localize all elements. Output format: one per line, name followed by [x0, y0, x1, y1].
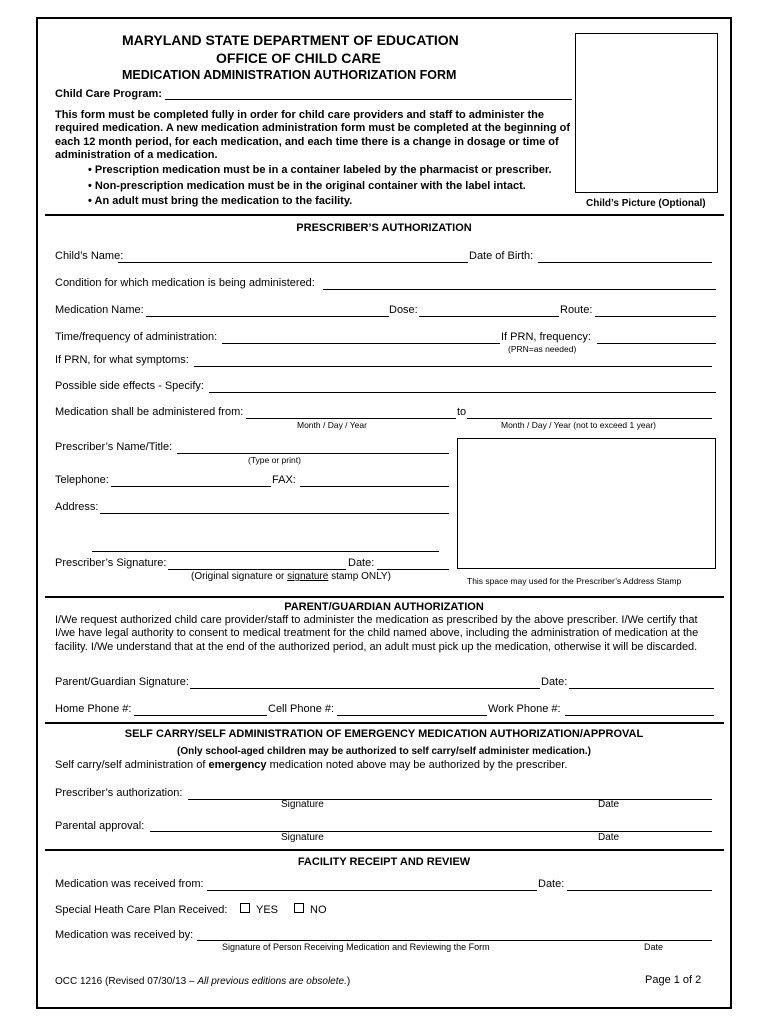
intro-text: This form must be completed fully in order for child care providers and staff to administer the required medication. A new medication administration form must be completed at the beginning of each 12 month period, for each medication, and each time there is a change in dosage or time of administration of a medication.: [55, 109, 571, 162]
signature-caption: Signature: [281, 799, 324, 810]
fax-label: FAX:: [272, 474, 296, 486]
dob-field[interactable]: [538, 262, 712, 263]
dose-label: Dose:: [389, 304, 418, 316]
received-by-label: Medication was received by:: [55, 929, 194, 941]
cell-phone-label: Cell Phone #:: [268, 703, 335, 715]
parent-consent-text: I/We request authorized child care provider/staff to administer the medication as prescribed by the above prescriber. I/We certify that I/we have legal authority to consent to medical treatment for the child named above, including the administration of medication at the facility. I/We understand that at the end of the authorized period, an adult must pick up the medication, otherwise it will be discarded.: [55, 614, 699, 653]
prn-frequency-field[interactable]: [597, 343, 716, 344]
date-format-caption: Month / Day / Year (not to exceed 1 year): [501, 420, 656, 430]
header-agency: MARYLAND STATE DEPARTMENT OF EDUCATION: [122, 32, 459, 48]
parental-approval-field[interactable]: [150, 831, 712, 832]
time-frequency-field[interactable]: [222, 343, 500, 344]
address-field-line2[interactable]: [92, 551, 439, 552]
prescriber-name-label: Prescriber’s Name/Title:: [55, 441, 173, 453]
side-effects-label: Possible side effects - Specify:: [55, 380, 204, 392]
cell-phone-field[interactable]: [337, 715, 487, 716]
parent-date-field[interactable]: [569, 688, 714, 689]
receiver-date-caption: Date: [644, 942, 664, 952]
facility-section-heading: FACILITY RECEIPT AND REVIEW: [297, 856, 471, 868]
condition-label: Condition for which medication is being administered:: [55, 277, 315, 289]
address-stamp-box[interactable]: [457, 438, 716, 569]
signature-note: (Original signature or signature stamp ONLY): [191, 571, 391, 582]
header-office: OFFICE OF CHILD CARE: [216, 50, 381, 66]
care-plan-no-checkbox[interactable]: [294, 903, 304, 913]
fax-field[interactable]: [300, 486, 449, 487]
parent-signature-label: Parent/Guardian Signature:: [55, 676, 189, 688]
received-from-label: Medication was received from:: [55, 878, 204, 890]
care-plan-label: Special Heath Care Plan Received:: [55, 904, 228, 916]
bullet-item: • Non-prescription medication must be in the original container with the label intact.: [88, 180, 526, 192]
page-number: Page 1 of 2: [645, 974, 702, 986]
divider: [45, 214, 724, 216]
bullet-item: • Prescription medication must be in a container labeled by the pharmacist or prescriber.: [88, 164, 552, 176]
to-label: to: [457, 406, 467, 418]
prescriber-signature-label: Prescriber’s Signature:: [55, 557, 167, 569]
dob-label: Date of Birth:: [469, 250, 534, 262]
time-frequency-label: Time/frequency of administration:: [55, 331, 218, 343]
home-phone-field[interactable]: [134, 715, 267, 716]
parental-approval-label: Parental approval:: [55, 820, 145, 832]
date-format-caption: Month / Day / Year: [297, 420, 367, 430]
received-date-field[interactable]: [567, 890, 712, 891]
prn-note: (PRN=as needed): [508, 344, 577, 354]
work-phone-field[interactable]: [565, 715, 714, 716]
work-phone-label: Work Phone #:: [488, 703, 561, 715]
route-field[interactable]: [595, 316, 716, 317]
prescriber-authorization-field[interactable]: [188, 799, 712, 800]
divider: [45, 596, 724, 598]
parent-date-label: Date:: [541, 676, 568, 688]
telephone-label: Telephone:: [55, 474, 109, 486]
address-label: Address:: [55, 501, 99, 513]
yes-label: YES: [256, 904, 279, 916]
prescriber-date-label: Date:: [348, 557, 375, 569]
child-picture-box[interactable]: [575, 33, 718, 193]
receiver-signature-caption: Signature of Person Receiving Medication and Reviewing the Form: [222, 942, 490, 952]
care-plan-yes-checkbox[interactable]: [240, 903, 250, 913]
address-stamp-caption: This space may used for the Prescriber’s Address Stamp: [467, 576, 682, 586]
no-label: NO: [310, 904, 327, 916]
date-caption: Date: [598, 799, 620, 810]
self-carry-heading: SELF CARRY/SELF ADMINISTRATION OF EMERGENCY MEDICATION AUTHORIZATION/APPROVAL: [124, 728, 644, 740]
prescriber-section-heading: PRESCRIBER’S AUTHORIZATION: [296, 222, 472, 234]
telephone-field[interactable]: [111, 486, 271, 487]
child-picture-caption: Child’s Picture (Optional): [586, 198, 706, 209]
administered-to-field[interactable]: [467, 418, 712, 419]
self-carry-note: (Only school-aged children may be authorized to self carry/self administer medication.): [177, 746, 591, 757]
received-from-field[interactable]: [207, 890, 537, 891]
home-phone-label: Home Phone #:: [55, 703, 132, 715]
bullet-item: • An adult must bring the medication to the facility.: [88, 195, 353, 207]
address-field[interactable]: [100, 513, 449, 514]
received-date-label: Date:: [538, 878, 565, 890]
side-effects-field[interactable]: [209, 392, 716, 393]
prescriber-authorization-label: Prescriber’s authorization:: [55, 787, 183, 799]
child-name-label: Child’s Name:: [55, 250, 124, 262]
date-caption: Date: [598, 832, 620, 843]
child-care-program-field[interactable]: [165, 99, 572, 100]
prescriber-name-field[interactable]: [177, 453, 449, 454]
prn-symptoms-label: If PRN, for what symptoms:: [55, 354, 189, 366]
child-name-field[interactable]: [118, 262, 468, 263]
divider: [45, 849, 724, 851]
condition-field[interactable]: [323, 289, 716, 290]
medication-name-label: Medication Name:: [55, 304, 144, 316]
prn-frequency-label: If PRN, frequency:: [501, 331, 591, 343]
administered-from-field[interactable]: [246, 418, 456, 419]
route-label: Route:: [560, 304, 593, 316]
signature-caption: Signature: [281, 832, 324, 843]
parent-signature-field[interactable]: [190, 688, 540, 689]
divider: [45, 722, 724, 724]
dose-field[interactable]: [419, 316, 559, 317]
child-care-program-label: Child Care Program:: [55, 88, 162, 100]
header-form-title: MEDICATION ADMINISTRATION AUTHORIZATION FORM: [122, 68, 457, 82]
form-code: OCC 1216 (Revised 07/30/13 – All previous editions are obsolete.): [55, 976, 351, 987]
type-print-caption: (Type or print): [248, 455, 301, 465]
administered-from-label: Medication shall be administered from:: [55, 406, 244, 418]
parent-section-heading: PARENT/GUARDIAN AUTHORIZATION: [284, 601, 484, 613]
medication-name-field[interactable]: [146, 316, 389, 317]
prn-symptoms-field[interactable]: [194, 366, 712, 367]
self-carry-text: Self carry/self administration of emergency medication noted above may be authorized by the prescriber.: [55, 759, 568, 771]
